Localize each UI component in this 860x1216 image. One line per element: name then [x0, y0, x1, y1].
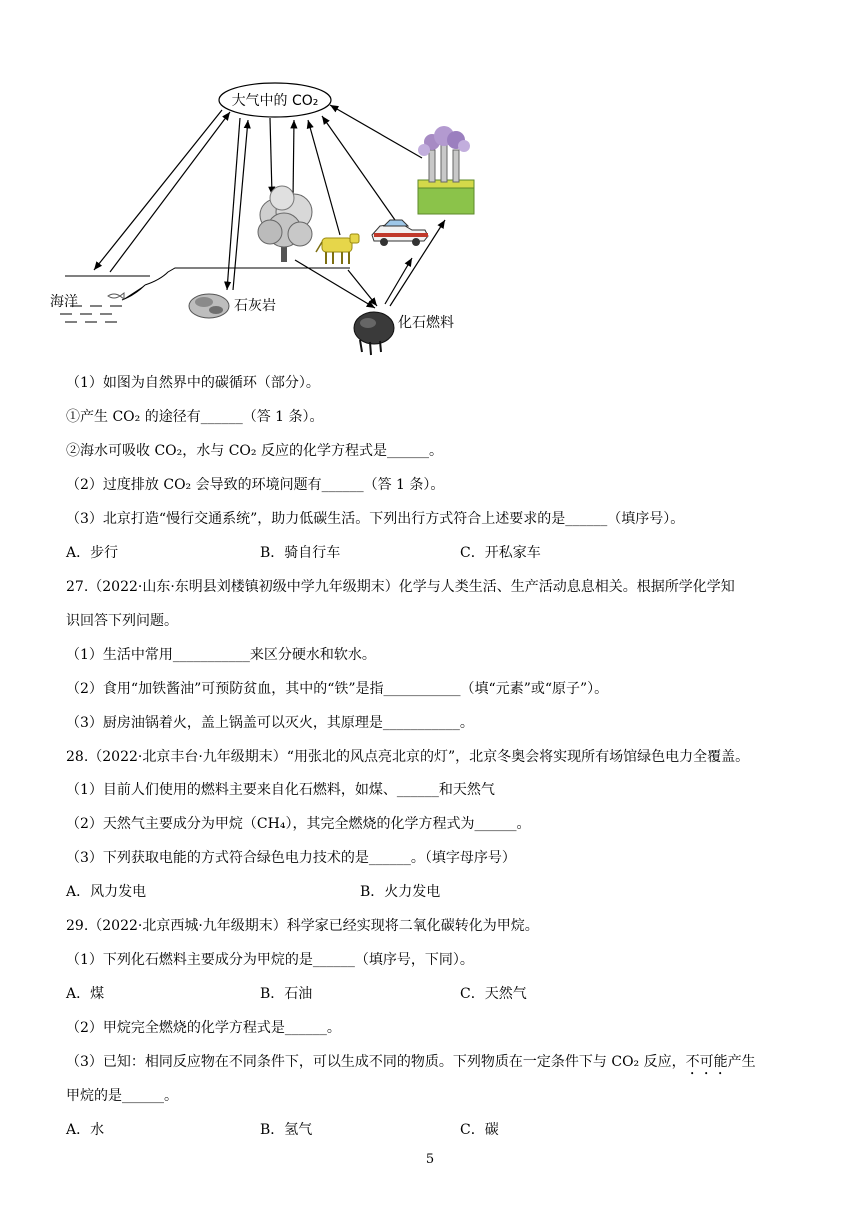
atmosphere-co2-label: 大气中的 CO₂	[231, 93, 319, 109]
q26-part2: （2）过度排放 CO₂ 会导致的环境问题有______（答 1 条）。	[66, 477, 445, 493]
q29-part2: （2）甲烷完全燃烧的化学方程式是______。	[66, 1020, 341, 1036]
q26-option-c: C．开私家车	[460, 545, 541, 561]
q28-option-a: A．风力发电	[66, 884, 147, 900]
q29-1-option-a: A．煤	[66, 986, 105, 1002]
q26-part1b: ②海水可吸收 CO₂，水与 CO₂ 反应的化学方程式是______。	[66, 443, 443, 459]
carbon-cycle-diagram	[50, 80, 490, 365]
cow-icon	[316, 234, 359, 264]
ocean-label: 海洋	[50, 294, 78, 310]
q26-part1: （1）如图为自然界中的碳循环（部分）。	[66, 375, 320, 391]
arrow-atm-to-limestone	[227, 118, 240, 290]
q29-3-option-a: A．水	[66, 1122, 105, 1138]
q27-part3: （3）厨房油锅着火，盖上锅盖可以灭火，其原理是___________。	[66, 715, 474, 731]
arrow-tree-to-atm	[293, 120, 294, 200]
car-icon	[372, 220, 428, 246]
q29-3-option-b: B．氢气	[260, 1122, 313, 1138]
arrow-ocean-to-atm	[110, 112, 230, 272]
limestone-icon	[189, 294, 229, 318]
q26-option-b: B．骑自行车	[260, 545, 341, 561]
arrow-limestone-to-atm	[233, 120, 248, 290]
q26-part1a: ①产生 CO₂ 的途径有______（答 1 条）。	[66, 409, 324, 425]
q29-part3	[66, 1052, 756, 1078]
q29-part3-cont: 甲烷的是______。	[66, 1088, 178, 1104]
q27-part2: （2）食用“加铁酱油”可预防贫血，其中的“铁”是指___________（填“元素”或“原子”）。	[66, 681, 609, 697]
q28-option-b: B．火力发电	[360, 884, 441, 900]
q29-stem: 29.（2022·北京西城·九年级期末）科学家已经实现将二氧化碳转化为甲烷。	[66, 918, 539, 934]
fossil-fuel-label: 化石燃料	[398, 315, 454, 331]
q29-part3-emphasis: 不可能	[685, 1054, 728, 1070]
arrow-atm-to-ocean	[94, 110, 222, 270]
arrow-fossil-to-car	[385, 258, 412, 304]
fish-icon	[108, 293, 124, 299]
q29-part3-tail: 产生	[727, 1054, 756, 1070]
q28-part3: （3）下列获取电能的方式符合绿色电力技术的是______。（填字母序号）	[66, 850, 516, 866]
arrow-factory-to-atm	[330, 105, 422, 158]
q27-stem-line2: 识回答下列问题。	[66, 613, 178, 629]
q29-1-option-b: B．石油	[260, 986, 313, 1002]
q27-stem-line1: 27.（2022·山东·东明县刘楼镇初级中学九年级期末）化学与人类生活、生产活动息息相关。根据所学化学知	[66, 579, 735, 595]
q26-option-a: A．步行	[66, 545, 119, 561]
coast-line	[145, 268, 350, 285]
q28-stem: 28.（2022·北京丰台·九年级期末）“用张北的风点亮北京的灯”，北京冬奥会将实现所有场馆绿色电力全覆盖。	[66, 749, 750, 765]
q28-part1: （1）目前人们使用的燃料主要来自化石燃料，如煤、______和天然气	[66, 782, 495, 798]
q29-3-option-c: C．碳	[460, 1122, 499, 1138]
q26-part3: （3）北京打造“慢行交通系统”，助力低碳生活。下列出行方式符合上述要求的是______（填序号）。	[66, 511, 685, 527]
arrow-tree-to-fossil	[295, 260, 375, 308]
page-number: 5	[425, 1152, 435, 1167]
factory-icon	[418, 126, 474, 214]
arrow-cow-to-atm	[308, 120, 340, 235]
arrow-car-to-atm	[322, 116, 395, 220]
q29-1-option-c: C．天然气	[460, 986, 527, 1002]
q29-part3-text: （3）已知：相同反应物在不同条件下，可以生成不同的物质。下列物质在一定条件下与 CO₂ 反应，	[66, 1054, 686, 1070]
limestone-label: 石灰岩	[234, 298, 276, 314]
q29-part1: （1）下列化石燃料主要成分为甲烷的是______（填序号，下同）。	[66, 952, 474, 968]
q28-part2: （2）天然气主要成分为甲烷（CH₄），其完全燃烧的化学方程式为______。	[66, 816, 531, 832]
tree-icon	[258, 186, 312, 262]
fossil-fuel-icon	[354, 312, 394, 355]
arrow-atm-to-tree	[270, 118, 272, 195]
q27-part1: （1）生活中常用___________来区分硬水和软水。	[66, 647, 376, 663]
